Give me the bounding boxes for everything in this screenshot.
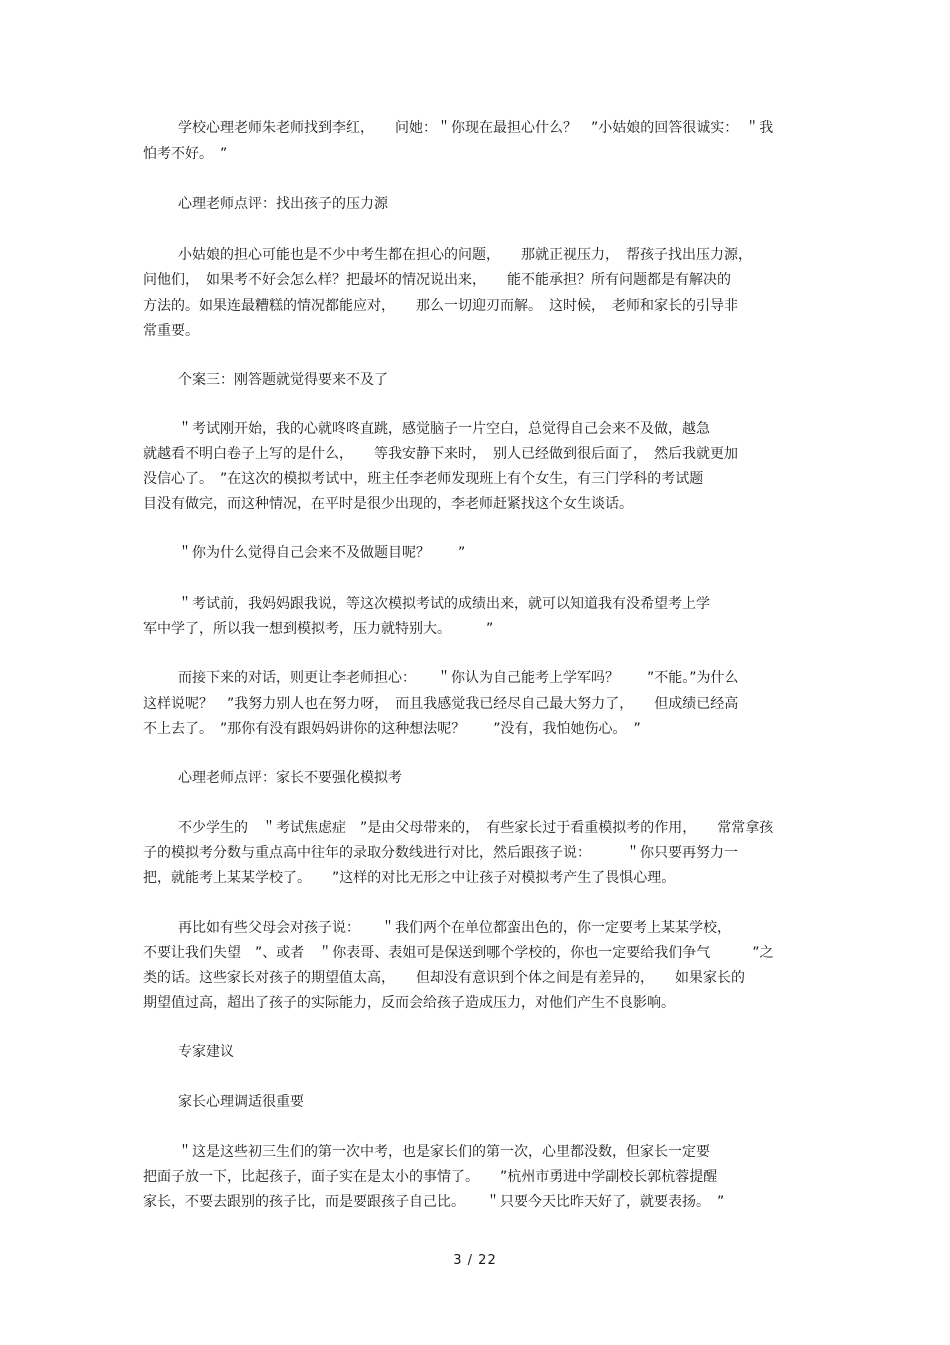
- paragraph-line: 而接下来的对话，则更让李老师担心： ＂你认为自己能考上学军吗？ ”不能。”为什么: [178, 670, 739, 686]
- paragraph-line: 怕考不好。 ”: [143, 146, 228, 162]
- section-heading: 专家建议: [178, 1044, 234, 1060]
- paragraph-line: 期望值过高，超出了孩子的实际能力，反而会给孩子造成压力，对他们产生不良影响。: [143, 995, 675, 1011]
- paragraph-line: 把，就能考上某某学校了。 ”这样的对比无形之中让孩子对模拟考产生了畏惧心理。: [143, 870, 676, 886]
- paragraph-line: 方法的。如果连最糟糕的情况都能应对， 那么一切迎刃而解。 这时候， 老师和家长的引导非: [143, 298, 738, 314]
- section-heading: 个案三：刚答题就觉得要来不及了: [178, 372, 388, 388]
- paragraph-line: 这样说呢？ ”我努力别人也在努力呀， 而且我感觉我已经尽自己最大努力了， 但成绩已经高: [143, 696, 739, 712]
- paragraph-line: 不要让我们失望 ”、或者 ＂你表哥、表姐可是保送到哪个学校的，你也一定要给我们争气 ”之: [143, 945, 774, 961]
- paragraph-line: ＂考试前，我妈妈跟我说，等这次模拟考试的成绩出来，就可以知道我有没希望考上学: [178, 596, 710, 612]
- paragraph-line: ＂这是这些初三生们的第一次中考，也是家长们的第一次，心里都没数，但家长一定要: [178, 1144, 710, 1160]
- paragraph-line: 不上去了。 ”那你有没有跟妈妈讲你的这种想法呢？ ”没有，我怕她伤心。 ”: [143, 721, 641, 737]
- page-number: 3 / 22: [453, 1253, 497, 1268]
- section-heading: 家长心理调适很重要: [178, 1094, 304, 1110]
- paragraph-line: ＂考试刚开始，我的心就咚咚直跳，感觉脑子一片空白，总觉得自己会来不及做，越急: [178, 421, 710, 437]
- section-heading: 心理老师点评：家长不要强化模拟考: [178, 770, 402, 786]
- paragraph-line: 军中学了，所以我一想到模拟考，压力就特别大。 ”: [143, 621, 494, 637]
- paragraph-line: 目没有做完，而这种情况，在平时是很少出现的，李老师赶紧找这个女生谈话。: [143, 496, 633, 512]
- paragraph-line: ＂你为什么觉得自己会来不及做题目呢？ ”: [178, 545, 466, 561]
- paragraph-line: 没信心了。 ”在这次的模拟考试中，班主任李老师发现班上有个女生，有三门学科的考试题: [143, 471, 704, 487]
- paragraph-line: 类的话。这些家长对孩子的期望值太高， 但却没有意识到个体之间是有差异的， 如果家长的: [143, 970, 745, 986]
- paragraph-line: 学校心理老师朱老师找到李红， 问她：＂你现在最担心什么？ ”小姑娘的回答很诚实： ＂我: [178, 120, 774, 136]
- paragraph-line: 再比如有些父母会对孩子说： ＂我们两个在单位都蛮出色的，你一定要考上某某学校，: [178, 920, 731, 936]
- paragraph-line: 把面子放一下，比起孩子，面子实在是太小的事情了。 ”杭州市勇进中学副校长郭杭蓉提醒: [143, 1169, 718, 1185]
- paragraph-line: 就越看不明白卷子上写的是什么， 等我安静下来时， 别人已经做到很后面了， 然后我就更加: [143, 446, 738, 462]
- paragraph-line: 不少学生的 ＂考试焦虑症 ”是由父母带来的， 有些家长过于看重模拟考的作用， 常常拿孩: [178, 820, 774, 836]
- paragraph-line: 家长，不要去跟别的孩子比，而是要跟孩子自己比。 ＂只要今天比昨天好了，就要表扬。 ”: [143, 1194, 725, 1210]
- paragraph-line: 小姑娘的担心可能也是不少中考生都在担心的问题， 那就正视压力， 帮孩子找出压力源，: [178, 247, 752, 263]
- paragraph-line: 问他们， 如果考不好会怎么样？把最坏的情况说出来， 能不能承担？所有问题都是有解决的: [143, 272, 731, 288]
- paragraph-line: 常重要。: [143, 323, 199, 339]
- section-heading: 心理老师点评：找出孩子的压力源: [178, 196, 388, 212]
- paragraph-line: 子的模拟考分数与重点高中往年的录取分数线进行对比，然后跟孩子说： ＂你只要再努力一: [143, 845, 738, 861]
